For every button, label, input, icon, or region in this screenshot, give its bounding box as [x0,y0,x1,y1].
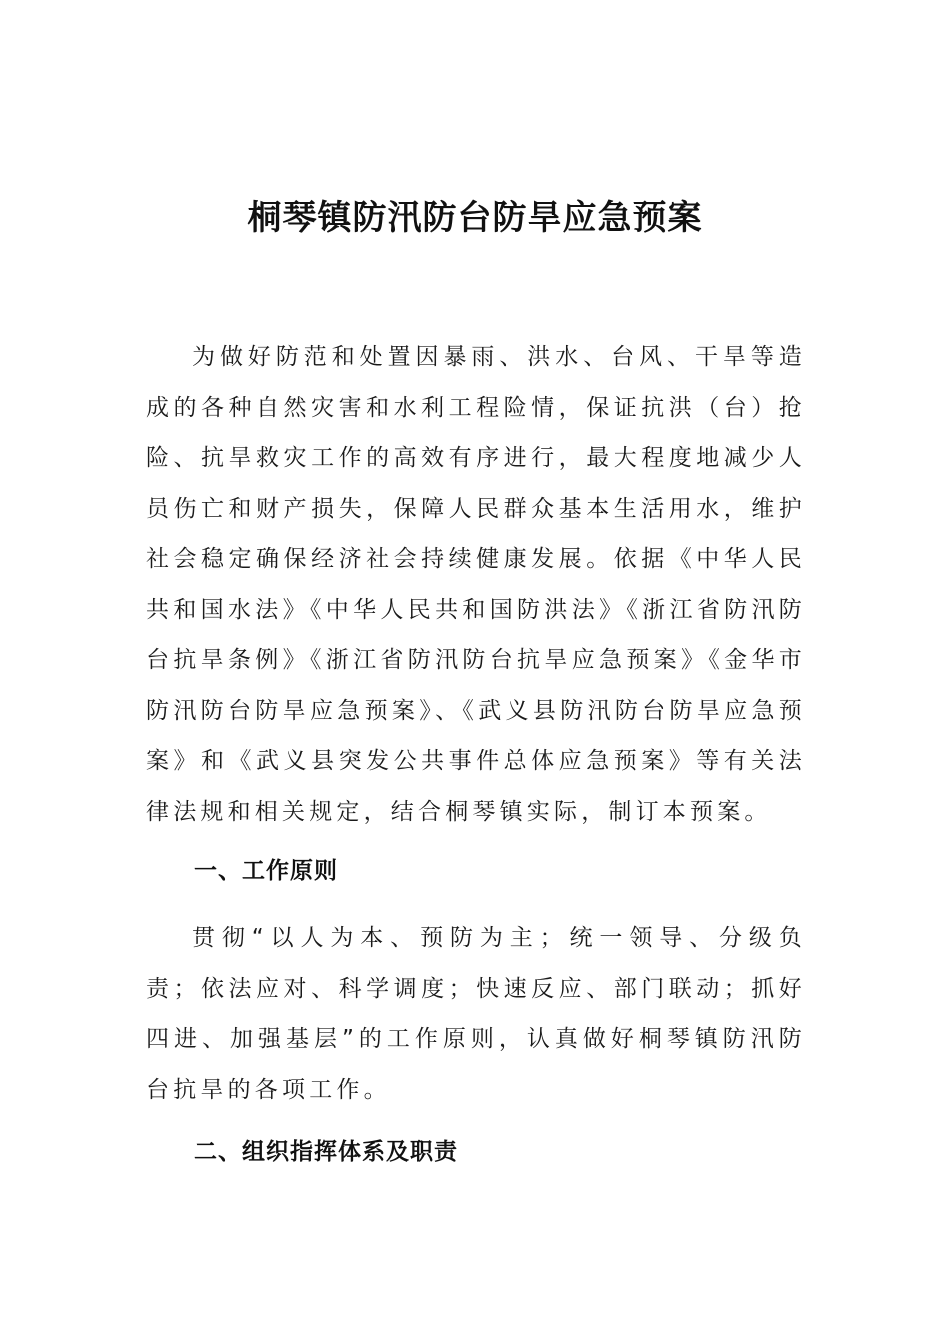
document-title: 桐琴镇防汛防台防旱应急预案 [247,198,703,238]
intro-paragraph: 为做好防范和处置因暴雨、洪水、台风、干旱等造成的各种自然灾害和水利工程险情，保证抗洪（台）抢险、抗旱救灾工作的高效有序进行，最大程度地减少人员伤亡和财产损失，保障人民群众基本生活用水，维护社会稳定确保经济社会持续健康发展。依据《中华人民共和国水法》《中华人民共和国防洪法》《浙江省防汛防台抗旱条例》《浙江省防汛防台抗旱应急预案》《金华市防汛防台防旱应急预案》、《武义县防汛防台防旱应急预案》和《武义县突发公共事件总体应急预案》等有关法律法规和相关规定，结合桐琴镇实际，制订本预案。 [146,344,806,825]
section-heading-work-principles: 一、工作原则 [194,858,338,884]
section-heading-organization: 二、组织指挥体系及职责 [194,1139,458,1165]
work-principles-paragraph: 贯彻“以人为本、预防为主；统一领导、分级负责；依法应对、科学调度；快速反应、部门联动；抓好四进、加强基层”的工作原则，认真做好桐琴镇防汛防台抗旱的各项工作。 [146,925,806,1103]
